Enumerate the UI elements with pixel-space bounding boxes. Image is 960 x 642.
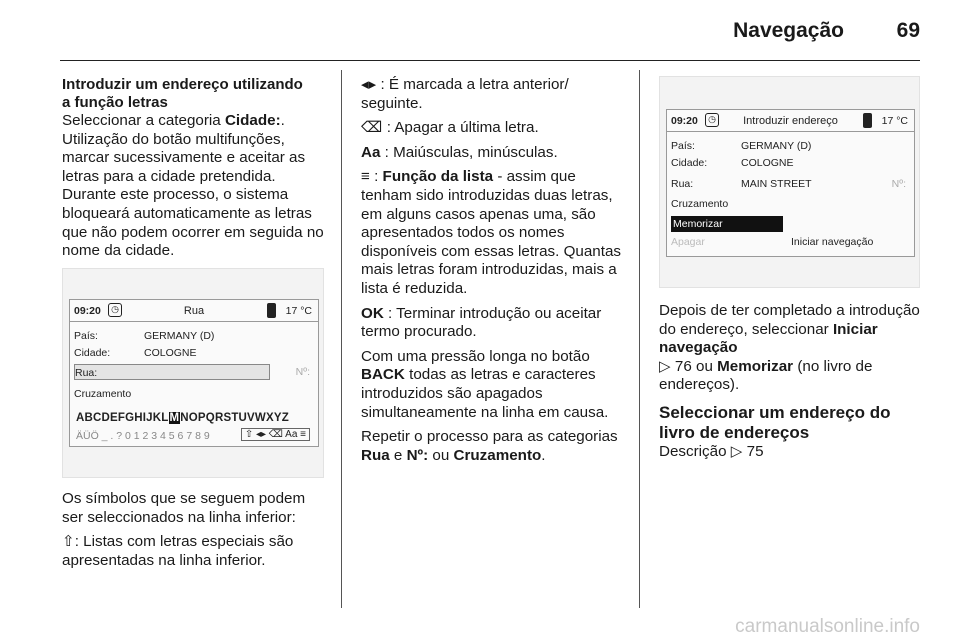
screen-image-endereco xyxy=(659,76,920,288)
paragraph: Descrição ▷ 75 xyxy=(659,442,764,460)
section-heading: Seleccionar um endereço do livro de endereços xyxy=(659,402,891,442)
alphabet-row: ABCDEFGHIJKLMNOPQRSTUVWXYZ xyxy=(76,412,289,424)
row-numero: Nº: xyxy=(295,366,310,378)
page-header xyxy=(0,0,960,60)
digits-row: ÄÜÖ _ . ? 0 1 2 3 4 5 6 7 8 9 xyxy=(76,430,210,442)
column-divider xyxy=(341,70,342,608)
column-3: Depois de ter completado a introdução do endereço, seleccionar Iniciar navegação ▷ 76 ou Memorizar (no livro de endereços). Seleccionar um endereço do livro de endereços Descrição ▷ 75 xyxy=(659,302,920,460)
column-2: ◂▸ : É marcada a letra anterior/ seguinte. ⌫ : Apagar a última letra. Aa : Maiúsculas, minúsculas. ≡ : Função da lista - assim que tenham sido introduzidas duas letras, em alguns casos apenas uma, são apresentados todos os nomes disponíveis com essas letras. Quantas mais letras foram introduzidas, mais a lista é reduzida. OK : Terminar introdução ou aceitar termo procurado. Com uma pressão longa no botão BACK todas as letras e caracteres introduzidos são apagados simultaneamente na linha em causa. Repetir o processo para as categorias Rua e Nº: ou Cruzamento. xyxy=(361,76,621,464)
memorizar-item: Memorizar xyxy=(671,216,783,232)
row-rua: Rua: MAIN STREET Nº: xyxy=(671,178,906,190)
page-title: Navegação xyxy=(733,19,844,42)
row-pais: País: GERMANY (D) xyxy=(671,140,812,152)
bottom-row: Apagar Iniciar navegação xyxy=(671,236,874,248)
column-1-lower xyxy=(62,490,326,576)
column-divider xyxy=(639,70,640,608)
list-icon: ≡ xyxy=(361,168,370,186)
arrows-icon: ◂▸ xyxy=(361,76,377,93)
status-bar xyxy=(667,110,914,132)
row-cidade: Cidade: COLOGNE xyxy=(671,157,794,169)
temperature: 17 °C xyxy=(881,115,908,127)
temperature: 17 °C xyxy=(285,305,312,317)
screen-title: Rua xyxy=(183,305,205,317)
page-number: 69 xyxy=(896,19,920,42)
screen-image-rua xyxy=(62,268,324,478)
row-cruzamento: Cruzamento xyxy=(74,388,132,400)
watermark: carmanualsonline.info xyxy=(735,616,920,637)
case-icon: Aa xyxy=(361,143,381,161)
header-rule xyxy=(60,60,920,61)
paragraph: ⇧: Listas com letras especiais são apresentadas na linha inferior. xyxy=(62,533,294,569)
paragraph: Seleccionar a categoria Cidade:. Utilização do botão multifunções, marcar sucessivamente e aceitar as letras para a cidade pretendida. Durante este processo, o sistema bloqueará automaticamente as letras que não podem ocorrer em seguida no nome da cidade. xyxy=(62,112,324,260)
clock-icon: ◷ xyxy=(108,303,122,317)
clock-icon: ◷ xyxy=(705,113,719,127)
subheading: Introduzir um endereço utilizando a função letras xyxy=(62,76,303,111)
thermometer-icon xyxy=(863,113,872,128)
thermometer-icon xyxy=(267,303,276,318)
paragraph: Os símbolos que se seguem podem ser seleccionados na linha inferior: xyxy=(62,490,306,526)
shift-icon: ⇧ xyxy=(62,533,75,551)
clock-time: 09:20 xyxy=(671,115,698,127)
screen-title: Introduzir endereço xyxy=(743,115,838,127)
backspace-icon: ⌫ xyxy=(361,119,383,137)
display-screen xyxy=(666,109,915,257)
row-cidade: Cidade: COLOGNE xyxy=(74,347,197,359)
status-bar xyxy=(70,300,318,322)
display-screen xyxy=(69,299,319,447)
row-cruzamento: Cruzamento xyxy=(671,198,729,210)
control-icons: ⇧ ◂▸ ⌫ Aa ≡ xyxy=(241,428,310,441)
column-1 xyxy=(62,76,326,267)
row-rua: Rua: xyxy=(74,364,270,380)
row-pais: País: GERMANY (D) xyxy=(74,330,215,342)
clock-time: 09:20 xyxy=(74,305,101,317)
